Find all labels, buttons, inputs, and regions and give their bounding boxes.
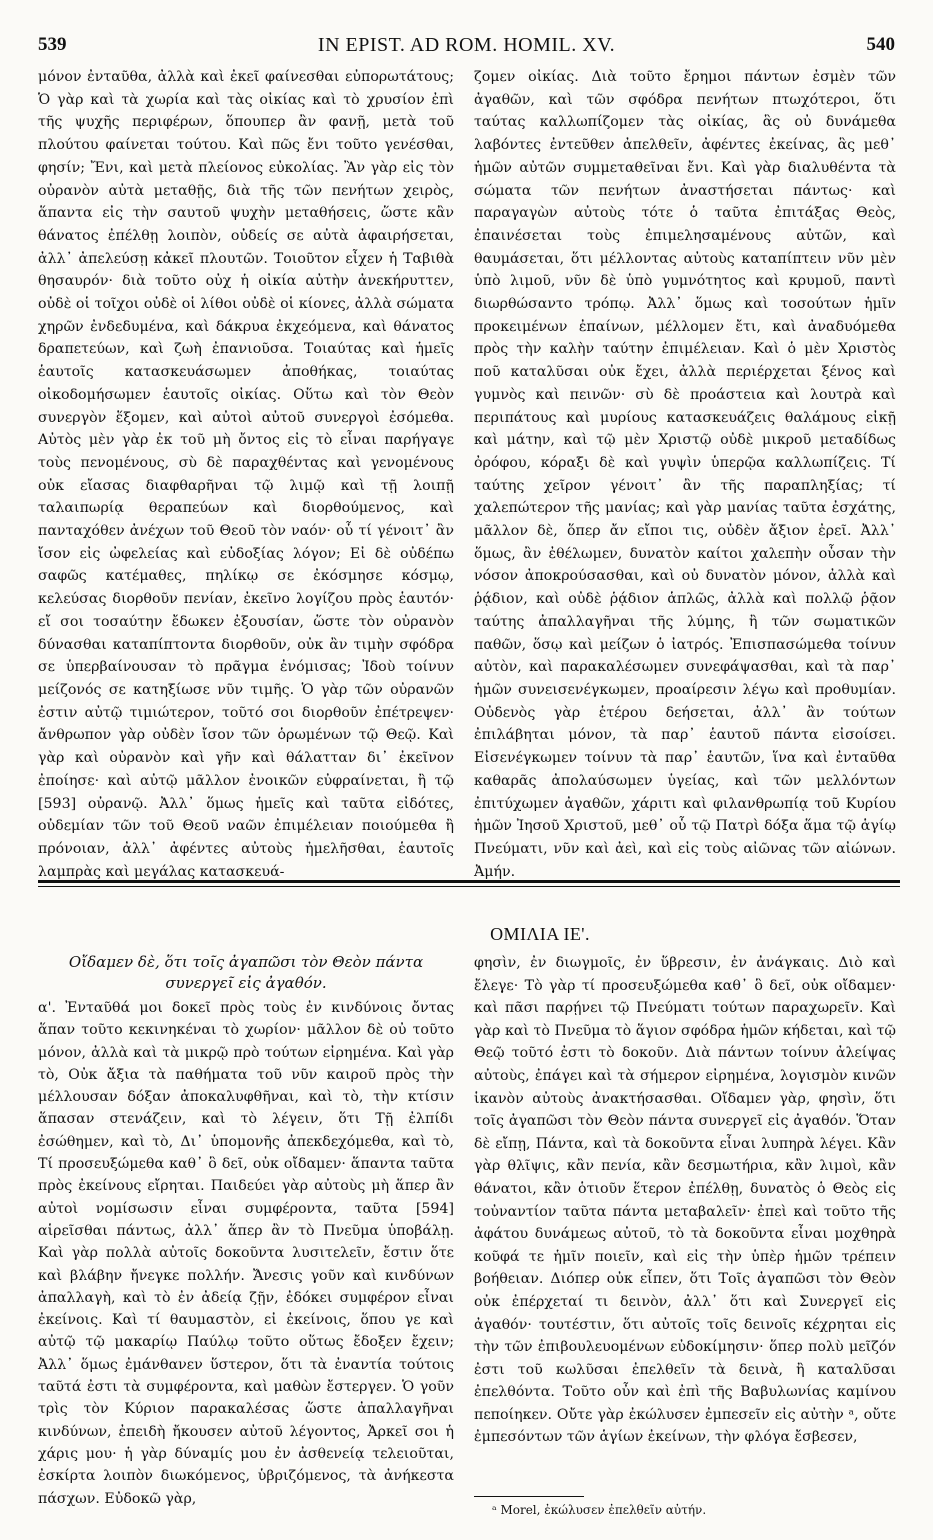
top-left-column	[38, 66, 454, 883]
bottom-left-paragraph: α'. Ἐνταῦθά μοι δοκεῖ πρὸς τοὺς ἐν κινδύνοις ὄντας ἅπαν τοῦτο κεκινηκέναι τὸ χωρίον· μᾶλλον δὲ οὐ τοῦτο μόνον, ἀλλὰ καὶ τὰ μικρῷ πρὸ τούτων εἰρημένα. Καὶ γὰρ τὸ, Οὐκ ἄξια τὰ παθήματα τοῦ νῦν καιροῦ πρὸς τὴν μέλλουσαν δόξαν ἀποκαλυφθῆναι, καὶ τὸ, τὴν κτίσιν ἅπασαν στενάζειν, καὶ τὸ λέγειν, ὅτι Τῇ ἐλπίδι ἐσώθημεν, καὶ τὸ, Δι᾽ ὑπομονῆς ἀπεκδεχόμεθα, καὶ τὸ, Τί προσευξώμεθα καθ᾽ ὃ δεῖ, οὐκ οἴδαμεν· ἅπαντα ταῦτα πρὸς ἐκείνους εἴρηται. Παιδεύει γὰρ αὐτοὺς μὴ ἅπερ ἂν αὐτοὶ νομίσωσιν εἶναι συμφέροντα, ταῦτα [594] αἱρεῖσθαι πάντως, ἀλλ᾽ ἅπερ ἂν τὸ Πνεῦμα ὑποβάλῃ. Καὶ γὰρ πολλὰ αὐτοῖς δοκοῦντα λυσιτελεῖν, ἔστιν ὅτε καὶ βλάβην ἤνεγκε πολλήν. Ἄνεσις γοῦν καὶ κινδύνων ἀπαλλαγὴ, καὶ τὸ ἐν ἀδείᾳ ζῇν, ἐδόκει συμφέρον εἶναι ἐκείνοις. Καὶ τί θαυμαστὸν, εἰ ἐκείνοις, ὅπου γε καὶ αὐτῷ τῷ μακαρίῳ Παύλῳ τοῦτο οὕτως ἔδοξεν ἔχειν; Ἀλλ᾽ ὅμως ἐμάνθανεν ὕστερον, ὅτι τὰ ἐναντία τούτοις ταῦτά ἐστι τὰ συμφέροντα, καὶ μαθὼν ἔστεργεν. Ὁ γοῦν τρὶς τὸν Κύριον παρακαλέσας ὥστε ἀπαλλαγῆναι κινδύνων, ἐπειδὴ ἤκουσεν αὐτοῦ λέγοντος, Ἀρκεῖ σοι ἡ χάρις μου· ἡ γὰρ δύναμίς μου ἐν ἀσθενείᾳ τελειοῦται, ἐσκίρτα λοιπὸν διωκόμενος, ὑβριζόμενος, τὰ ἀνήκεστα πάσχων. Εὐδοκῶ γὰρ,	[38, 1000, 454, 1507]
bottom-right-column	[474, 952, 896, 1449]
running-title: IN EPIST. AD ROM. HOMIL. XV.	[317, 34, 616, 56]
bottom-right-paragraph: φησὶν, ἐν διωγμοῖς, ἐν ὕβρεσιν, ἐν ἀνάγκαις. Διὸ καὶ ἔλεγε· Τὸ γὰρ τί προσευξώμεθα καθ᾽ ὃ δεῖ, οὐκ οἴδαμεν· καὶ πᾶσι παρῄνει τῷ Πνεύματι τούτων παραχωρεῖν. Καὶ γὰρ καὶ τὸ Πνεῦμα τὸ ἅγιον σφόδρα ἡμῶν κήδεται, καὶ τῷ Θεῷ τοῦτό ἐστι τὸ δοκοῦν. Διὰ πάντων τοίνυν ἀλείψας αὐτοὺς, ἐπάγει καὶ τὰ σήμερον εἰρημένα, λογισμὸν κινῶν ἱκανὸν αὐτοὺς ἀνακτήσασθαι. Οἴδαμεν γὰρ, φησὶν, ὅτι τοῖς ἀγαπῶσι τὸν Θεὸν πάντα συνεργεῖ εἰς ἀγαθόν. Ὅταν δὲ εἴπῃ, Πάντα, καὶ τὰ δοκοῦντα εἶναι λυπηρὰ λέγει. Κἂν γὰρ θλῖψις, κἂν πενία, κἂν δεσμωτήρια, κἂν λιμοὶ, κἂν θάνατοι, κἂν ὁτιοῦν ἕτερον ἐπέλθῃ, δυνατὸς ὁ Θεὸς εἰς τοὐναντίον ταῦτα πάντα μεταβαλεῖν· ἐπεὶ καὶ τοῦτο τῆς ἀφάτου δυνάμεως αὐτοῦ, τὸ τὰ δοκοῦντα εἶναι μοχθηρὰ κοῦφά τε ἡμῖν ποιεῖν, καὶ εἰς τὴν ὑπὲρ ἡμῶν τρέπειν βοήθειαν. Διόπερ οὐκ εἶπεν, ὅτι Τοῖς ἀγαπῶσι τὸν Θεὸν οὐκ ἐπέρχεταί τι δεινὸν, ἀλλ᾽ ὅτι καὶ Συνεργεῖ εἰς ἀγαθόν· τουτέστιν, ὅτι αὐτοῖς τοῖς δεινοῖς κέχρηται εἰς τὴν τῶν ἐπιβουλευομένων εὐδοκίμησιν· ὅπερ πολὺ μεῖζόν ἐστι τοῦ κωλῦσαι ἐπελθεῖν τὰ δεινὰ, ἢ καταλῦσαι ἐπελθόντα. Τοῦτο οὖν καὶ ἐπὶ τῆς Βαβυλωνίας καμίνου πεποίηκεν. Οὔτε γὰρ ἐκώλυσεν ἐμπεσεῖν εἰς αὐτὴν ᵃ, οὔτε ἐμπεσόντων τῶν ἁγίων ἐκείνων, τὴν φλόγα ἔσβεσεν,	[474, 955, 896, 1446]
epigraph: Οἴδαμεν δὲ, ὅτι τοῖς ἀγαπῶσι τὸν Θεὸν πάντα συνεργεῖ εἰς ἀγαθόν.	[68, 953, 424, 992]
page-number-right: 540	[866, 34, 895, 55]
page-number-left: 539	[38, 34, 67, 55]
bottom-left-column	[38, 997, 454, 1510]
top-right-paragraph: ζομεν οἰκίας. Διὰ τοῦτο ἔρημοι πάντων ἐσμὲν τῶν ἀγαθῶν, καὶ τῶν σφόδρα πενήτων πτωχότεροι, ὅτι ταύτας καλλωπίζομεν τὰς οἰκίας, ἃς οὐ δυνάμεθα λαβόντες ἐντεῦθεν ἀπελθεῖν, ἀφέντες ἐκείνας, ἃς μεθ᾽ ἡμῶν αὐτῶν συμμεταθεῖναι ἔνι. Καὶ γὰρ διαλυθέντα τὰ σώματα τῶν πενήτων ἀναστήσεται πάντως· καὶ παραγαγὼν αὐτοὺς τότε ὁ ταῦτα ἐπιτάξας Θεὸς, ἐπαινέσεται τοὺς ἐπιμελησαμένους αὐτῶν, καὶ θαυμάσεται, ὅτι μέλλοντας αὐτοὺς καταπίπτειν νῦν μὲν ὑπὸ λιμοῦ, νῦν δὲ ὑπὸ γυμνότητος καὶ κρυμοῦ, παντὶ διωρθώσαντο τρόπῳ. Ἀλλ᾽ ὅμως καὶ τοσούτων ἡμῖν προκειμένων ἐπαίνων, μέλλομεν ἔτι, καὶ ἀναδυόμεθα πρὸς τὴν καλὴν ταύτην ἐπιμέλειαν. Καὶ ὁ μὲν Χριστὸς ποῦ καταλῦσαι οὐκ ἔχει, ἀλλὰ περιέρχεται ξένος καὶ γυμνὸς καὶ πεινῶν· σὺ δὲ προάστεια καὶ λουτρὰ καὶ περιπάτους καὶ μυρίους κατασκευάζεις θαλάμους εἰκῇ καὶ μάτην, καὶ τῷ μὲν Χριστῷ οὐδὲ μικροῦ μεταδίδως ὀρόφου, κόραξι δὲ καὶ γυψὶν ὑπερῷα καλλωπίζεις. Τί ταύτης χεῖρον γένοιτ᾽ ἂν τῆς παραπληξίας; τί χαλεπώτερον τῆς μανίας; καὶ γὰρ μανίας ταῦτα ἐσχάτης, μᾶλλον δὲ, ὅπερ ἄν εἴποι τις, οὐδὲν ἄξιον ἐρεῖ. Ἀλλ᾽ ὅμως, ἂν ἐθέλωμεν, δυνατὸν καίτοι χαλεπὴν οὖσαν τὴν νόσον ἀποκρούσασθαι, καὶ οὐ δυνατὸν μόνον, ἀλλὰ καὶ ῥᾴδιον, καὶ οὐδὲ ῥᾴδιον ἁπλῶς, ἀλλὰ καὶ πολλῷ ῥᾷον ταύτης ἀπαλλαγῆναι τῆς λύμης, ἢ τῶν σωματικῶν παθῶν, ὅσῳ καὶ μείζων ὁ ἰατρός. Ἐπισπασώμεθα τοίνυν αὐτὸν, καὶ παρακαλέσωμεν συνεφάψασθαι, καὶ τὰ παρ᾽ ἡμῶν συνεισενέγκωμεν, προαίρεσιν λέγω καὶ προθυμίαν. Οὐδενὸς γὰρ ἑτέρου δεήσεται, ἀλλ᾽ ἂν τούτων ἐπιλάβηται μόνον, τὰ παρ᾽ ἑαυτοῦ πάντα εἰσοίσει. Εἰσενέγκωμεν τοίνυν τὰ παρ᾽ ἑαυτῶν, ἵνα καὶ ἐνταῦθα καθαρᾶς ἀπολαύσωμεν ὑγείας, καὶ τῶν μελλόντων ἐπιτύχωμεν ἀγαθῶν, χάριτι καὶ φιλανθρωπίᾳ τοῦ Κυρίου ἡμῶν Ἰησοῦ Χριστοῦ, μεθ᾽ οὗ τῷ Πατρὶ δόξα ἅμα τῷ ἁγίῳ Πνεύματι, νῦν καὶ ἀεὶ, καὶ εἰς τοὺς αἰῶνας τῶν αἰώνων. Ἀμήν.	[474, 69, 896, 880]
footnote: ᵃ Morel, ἐκώλυσεν ἐπελθεῖν αὐτήν.	[492, 1503, 707, 1517]
footnote-rule	[474, 1496, 584, 1497]
top-left-paragraph: μόνον ἐνταῦθα, ἀλλὰ καὶ ἐκεῖ φαίνεσθαι εὐπορωτάτους; Ὁ γὰρ καὶ τὰ χωρία καὶ τὰς οἰκίας καὶ τὸ χρυσίον ἐπὶ τῆς ψυχῆς περιφέρων, ὅπουπερ ἂν φανῇ, μετὰ τοῦ πλούτου φαίνεται τούτου. Καὶ πῶς ἔνι τοῦτο γενέσθαι, φησίν; Ἔνι, καὶ μετὰ πλείονος εὐκολίας. Ἂν γὰρ εἰς τὸν οὐρανὸν αὐτὰ μεταθῇς, διὰ τῆς τῶν πενήτων χειρὸς, ἅπαντα εἰς τὴν σαυτοῦ ψυχὴν μεταθήσεις, ὥστε κἂν θάνατος ἐπέλθῃ λοιπὸν, οὐδείς σε αὐτὰ ἀφαιρήσεται, ἀλλ᾽ ἀπελεύσῃ κἀκεῖ πλουτῶν. Τοιοῦτον εἶχεν ἡ Ταβιθὰ θησαυρόν· διὰ τοῦτο οὐχ ἡ οἰκία αὐτὴν ἀνεκήρυττεν, οὐδὲ οἱ τοῖχοι οὐδὲ οἱ λίθοι οὐδὲ οἱ κίονες, ἀλλὰ σώματα χηρῶν ἐνδεδυμένα, καὶ δάκρυα ἐκχεόμενα, καὶ θάνατος δραπετεύων, καὶ ζωὴ ἐπανιοῦσα. Τοιαύτας καὶ ἡμεῖς ἑαυτοῖς κατασκευάσωμεν ἀποθήκας, τοιαύτας οἰκοδομήσωμεν ἑαυτοῖς οἰκίας. Οὕτω καὶ τὸν Θεὸν συνεργὸν ἕξομεν, καὶ αὐτοὶ αὐτοῦ συνεργοὶ ἐσόμεθα. Αὐτὸς μὲν γὰρ ἐκ τοῦ μὴ ὄντος εἰς τὸ εἶναι παρήγαγε τοὺς πενομένους, σὺ δὲ παραχθέντας καὶ γενομένους οὐκ εἴασας διαφθαρῆναι τῷ λιμῷ καὶ τῇ λοιπῇ ταλαιπωρίᾳ θεραπεύων καὶ διορθούμενος, καὶ πανταχόθεν ἀνέχων τοῦ Θεοῦ τὸν ναόν· οὗ τί γένοιτ᾽ ἂν ἴσον εἰς ὠφελείας καὶ εὐδοξίας λόγον; Εἰ δὲ οὐδέπω σαφῶς κατέμαθες, πηλίκῳ σε ἐκόσμησε κόσμῳ, κελεύσας διορθοῦν πενίαν, ἐκεῖνο λογίζου πρὸς ἑαυτόν· εἴ σοι τοσαύτην ἔδωκεν ἐξουσίαν, ὥστε τὸν οὐρανὸν δύνασθαι καταπίπτοντα διορθοῦν, οὐκ ἂν τιμὴν σφόδρα σε ὑπερβαίνουσαν τὸ πρᾶγμα ἐνόμισας; Ἰδοὺ τοίνυν μείζονός σε κατηξίωσε νῦν τιμῆς. Ὁ γὰρ τῶν οὐρανῶν ἐστιν αὐτῷ τιμιώτερον, τοῦτό σοι διορθοῦν ἐπέτρεψεν· ἄνθρωπον γὰρ οὐδὲν ἴσον τῶν ὁρωμένων τῷ Θεῷ. Καὶ γὰρ καὶ οὐρανὸν καὶ γῆν καὶ θάλατταν δι᾽ ἐκεῖνον ἐποίησε· καὶ αὐτῷ μᾶλλον ἐνοικῶν εὐφραίνεται, ἢ τῷ [593] οὐρανῷ. Ἀλλ᾽ ὅμως ἡμεῖς καὶ ταῦτα εἰδότες, οὐδεμίαν τῶν τοῦ Θεοῦ ναῶν ἐπιμέλειαν ποιούμεθα ἢ πρόνοιαν, ἀλλ᾽ ἀφέντες αὐτοὺς ἠμελῆσθαι, ἑαυτοῖς λαμπρὰς καὶ μεγάλας κατασκευά-	[38, 69, 454, 880]
section-divider	[38, 880, 900, 883]
section-divider-thin	[38, 886, 900, 887]
top-right-column	[474, 66, 896, 883]
homily-title: ΟΜΙΛΙΑ ΙΕ'.	[490, 924, 590, 944]
running-header	[38, 34, 895, 58]
